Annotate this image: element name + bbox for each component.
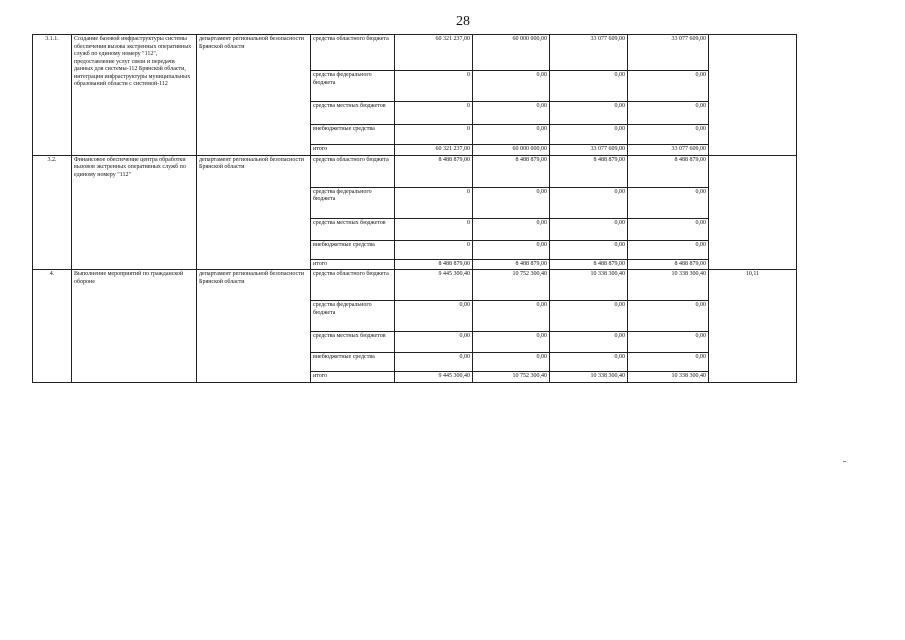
- amount-cell: 0,00: [395, 301, 473, 332]
- section-code-cell: 3.1.1.: [33, 35, 72, 156]
- amount-cell: 0,00: [628, 102, 709, 125]
- amount-cell: 10 338 300,40: [550, 270, 628, 301]
- section-title-cell: Финансовое обеспечение центра обработки вызовов экстренных оперативных служб по единому номеру "112": [72, 155, 197, 270]
- executor-cell: департамент региональной безопасности Брянской области: [197, 155, 311, 270]
- amount-cell: 0,00: [473, 102, 550, 125]
- amount-cell: 10 338 300,40: [550, 372, 628, 383]
- table-row: [33, 155, 797, 187]
- budget-table: [32, 34, 797, 383]
- section-title-cell: Выполнение мероприятий по гражданской обороне: [72, 270, 197, 383]
- amount-cell: 8 488 879,00: [473, 259, 550, 270]
- amount-cell: 0,00: [550, 240, 628, 259]
- amount-cell: 60 321 237,00: [395, 35, 473, 71]
- section-code-cell: 4.: [33, 270, 72, 383]
- amount-cell: 0: [395, 240, 473, 259]
- amount-cell: 60 000 000,00: [473, 145, 550, 156]
- amount-cell: 0,00: [550, 218, 628, 240]
- indicator-cell: 10,11: [709, 270, 797, 383]
- amount-cell: 0,00: [628, 187, 709, 218]
- amount-cell: 0,00: [550, 187, 628, 218]
- funding-source-cell: средства областного бюджета: [311, 35, 395, 71]
- amount-cell: 0,00: [395, 332, 473, 353]
- amount-cell: 8 488 879,00: [550, 155, 628, 187]
- amount-cell: 0,00: [628, 332, 709, 353]
- amount-cell: 0,00: [628, 301, 709, 332]
- funding-source-cell: итого: [311, 372, 395, 383]
- amount-cell: 0,00: [473, 71, 550, 102]
- amount-cell: 0,00: [628, 71, 709, 102]
- amount-cell: 10 338 300,40: [628, 372, 709, 383]
- amount-cell: 33 077 609,00: [550, 35, 628, 71]
- amount-cell: 0: [395, 125, 473, 145]
- amount-cell: 0: [395, 218, 473, 240]
- amount-cell: 10 752 300,40: [473, 270, 550, 301]
- amount-cell: 0,00: [628, 218, 709, 240]
- amount-cell: 0,00: [550, 332, 628, 353]
- amount-cell: 33 077 609,00: [628, 145, 709, 156]
- indicator-cell: [709, 35, 797, 156]
- amount-cell: 8 488 879,00: [395, 259, 473, 270]
- amount-cell: 8 488 879,00: [550, 259, 628, 270]
- amount-cell: 0,00: [628, 240, 709, 259]
- amount-cell: 8 488 879,00: [473, 155, 550, 187]
- funding-source-cell: итого: [311, 259, 395, 270]
- amount-cell: 60 321 237,00: [395, 145, 473, 156]
- table-body: [33, 35, 797, 383]
- section-code-cell: 3.2.: [33, 155, 72, 270]
- amount-cell: 0,00: [473, 125, 550, 145]
- amount-cell: 0,00: [550, 301, 628, 332]
- funding-source-cell: средства областного бюджета: [311, 155, 395, 187]
- amount-cell: 0: [395, 71, 473, 102]
- amount-cell: 0,00: [550, 71, 628, 102]
- amount-cell: 33 077 609,00: [628, 35, 709, 71]
- table-row: [33, 270, 797, 301]
- amount-cell: 8 488 879,00: [628, 155, 709, 187]
- funding-source-cell: средства местных бюджетов: [311, 332, 395, 353]
- amount-cell: 0,00: [628, 125, 709, 145]
- executor-cell: департамент региональной безопасности Брянской области: [197, 270, 311, 383]
- amount-cell: 9 445 300,40: [395, 270, 473, 301]
- amount-cell: 0,00: [550, 102, 628, 125]
- amount-cell: 0,00: [473, 218, 550, 240]
- amount-cell: 9 445 300,40: [395, 372, 473, 383]
- section-title-cell: Создание базовой инфраструктуры системы обеспечения вызова экстренных оперативных служб по единому номеру "112", предоставление услуг связи и передачи данных для системы-112 Брянской области, интеграция инфраструктуры муниципальных образований области с системой-112: [72, 35, 197, 156]
- page-number: 28: [456, 14, 470, 29]
- amount-cell: 10 338 300,40: [628, 270, 709, 301]
- amount-cell: 0: [395, 187, 473, 218]
- funding-source-cell: средства федерального бюджета: [311, 301, 395, 332]
- funding-source-cell: внебюджетные средства: [311, 125, 395, 145]
- amount-cell: 0: [395, 102, 473, 125]
- funding-source-cell: итого: [311, 145, 395, 156]
- amount-cell: 0,00: [473, 187, 550, 218]
- amount-cell: 0,00: [473, 353, 550, 372]
- amount-cell: 8 488 879,00: [628, 259, 709, 270]
- amount-cell: 0,00: [473, 301, 550, 332]
- amount-cell: 60 000 000,00: [473, 35, 550, 71]
- amount-cell: 0,00: [550, 353, 628, 372]
- executor-cell: департамент региональной безопасности Брянской области: [197, 35, 311, 156]
- amount-cell: 10 752 300,40: [473, 372, 550, 383]
- funding-source-cell: средства местных бюджетов: [311, 102, 395, 125]
- funding-source-cell: внебюджетные средства: [311, 240, 395, 259]
- amount-cell: 0,00: [550, 125, 628, 145]
- funding-source-cell: средства областного бюджета: [311, 270, 395, 301]
- amount-cell: 33 077 609,00: [550, 145, 628, 156]
- funding-source-cell: средства местных бюджетов: [311, 218, 395, 240]
- funding-source-cell: средства федерального бюджета: [311, 187, 395, 218]
- table-row: [33, 35, 797, 71]
- funding-source-cell: средства федерального бюджета: [311, 71, 395, 102]
- stray-mark: [843, 461, 846, 462]
- amount-cell: 0,00: [473, 240, 550, 259]
- indicator-cell: [709, 155, 797, 270]
- amount-cell: 0,00: [628, 353, 709, 372]
- funding-source-cell: внебюджетные средства: [311, 353, 395, 372]
- amount-cell: 0,00: [395, 353, 473, 372]
- amount-cell: 8 488 879,00: [395, 155, 473, 187]
- amount-cell: 0,00: [473, 332, 550, 353]
